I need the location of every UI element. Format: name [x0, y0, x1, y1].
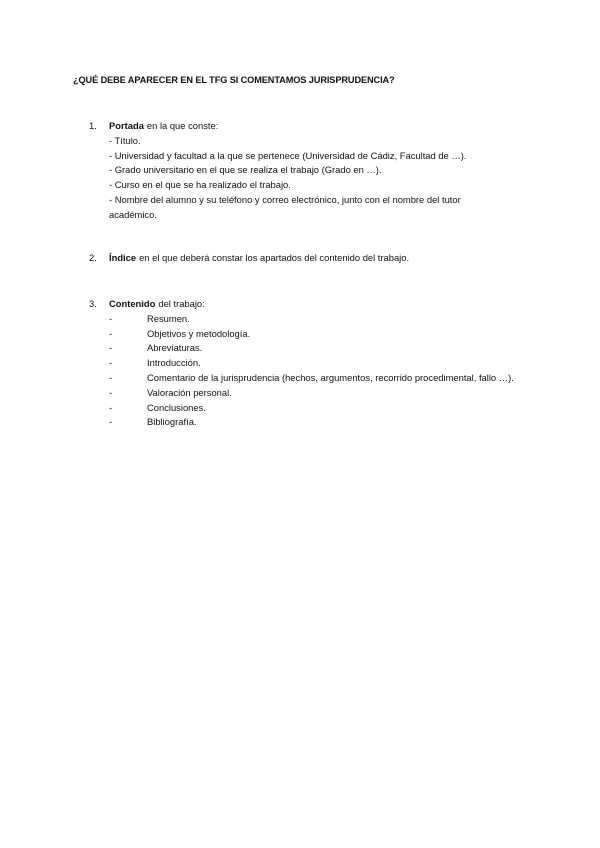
- list-dash: -: [109, 386, 113, 398]
- list-item: [89, 312, 529, 327]
- list-dash: -: [109, 312, 113, 324]
- list-item-text: Comentario de la jurisprudencia (hechos, argumentos, recorrido procedimental, fallo …).: [147, 371, 514, 383]
- list-item: [89, 327, 529, 342]
- section-number: 3.: [89, 298, 97, 309]
- list-item-text: Abreviaturas.: [147, 342, 203, 354]
- section-contenido: [89, 297, 529, 430]
- list-item: [89, 341, 529, 356]
- list-item: [89, 401, 529, 416]
- section-number: 2.: [89, 252, 97, 263]
- list-item: [89, 386, 529, 401]
- list-item: [89, 356, 529, 371]
- document-title: ¿QUÉ DEBE APARECER EN EL TFG SI COMENTAMOS JURISPRUDENCIA?: [73, 75, 395, 85]
- section-number: 1.: [89, 120, 97, 131]
- section-heading-bold: Portada: [109, 120, 144, 131]
- list-dash: -: [109, 371, 113, 383]
- list-item-text: Conclusiones.: [147, 401, 206, 413]
- list-item-text: Valoración personal.: [147, 386, 232, 398]
- section-portada: [89, 119, 529, 223]
- list-dash: -: [109, 401, 113, 413]
- list-item-text: Introducción.: [147, 357, 201, 369]
- section-heading: [89, 119, 529, 134]
- section-indice: [89, 251, 529, 266]
- portada-lines: [109, 134, 529, 223]
- list-dash: -: [109, 327, 113, 339]
- list-item: [89, 415, 529, 430]
- section-heading: [89, 297, 529, 312]
- list-dash: -: [109, 357, 113, 369]
- list-item-text: Objetivos y metodología.: [147, 327, 251, 339]
- portada-line: - Grado universitario en el que se realiza el trabajo (Grado en …).: [109, 164, 382, 176]
- list-dash: -: [109, 342, 113, 354]
- portada-line: - Nombre del alumno y su teléfono y correo electrónico, junto con el nombre del tutor académico.: [109, 193, 461, 220]
- contenido-list: [89, 312, 529, 430]
- list-dash: -: [109, 416, 113, 428]
- list-item: [89, 371, 529, 386]
- section-heading-text: en el que deberá constar los apartados del contenido del trabajo.: [139, 252, 410, 263]
- section-heading: [89, 251, 529, 266]
- section-heading-bold: Contenido: [109, 298, 156, 309]
- portada-line: - Curso en el que se ha realizado el trabajo.: [109, 179, 291, 191]
- list-item-text: Bibliografía.: [147, 416, 197, 428]
- section-heading-text: del trabajo:: [158, 298, 205, 309]
- portada-line: - Universidad y facultad a la que se pertenece (Universidad de Cádiz, Facultad de …).: [109, 149, 467, 161]
- section-heading-bold: Índice: [109, 252, 137, 263]
- portada-line: - Título.: [109, 134, 141, 146]
- section-heading-text: en la que conste:: [146, 120, 219, 131]
- list-item-text: Resumen.: [147, 312, 190, 324]
